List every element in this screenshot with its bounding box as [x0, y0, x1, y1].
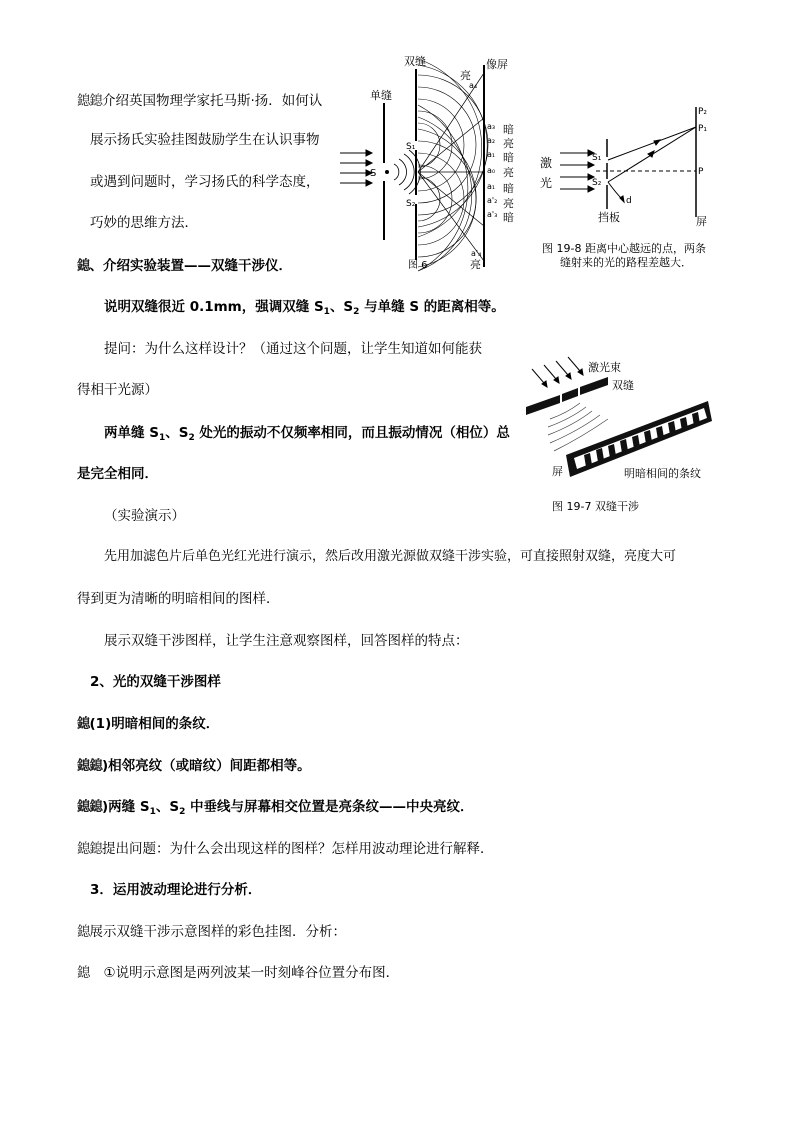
- paragraph-line: 巧妙的思维方法．: [90, 215, 198, 231]
- fringe-mark: 暗: [503, 211, 514, 224]
- paragraph-line: 展示扬氏实验挂图鼓励学生在认识事物: [90, 132, 320, 148]
- a-label: a₂: [487, 136, 496, 145]
- screen-label: 像屏: [486, 58, 508, 71]
- fringe-mark: 亮: [503, 166, 514, 179]
- double-slit-plate: [526, 377, 608, 415]
- a-label: a₄: [469, 81, 478, 90]
- s2-label: S₂: [406, 199, 416, 209]
- s2-label: S₂: [592, 178, 602, 188]
- paragraph-line: 鎴展示双缝干涉示意图样的彩色挂图．分析：: [77, 924, 346, 940]
- fringe-mark: 亮: [503, 137, 514, 150]
- s1-label: S₁: [406, 142, 416, 152]
- figure-19-8-path-difference: [536, 105, 736, 230]
- paragraph-line: 得到更为清晰的明暗相间的图样．: [77, 591, 280, 607]
- paragraph-intro-yang: [77, 92, 322, 110]
- figure-6-caption: 图 6: [408, 260, 428, 271]
- slit-wavefronts: [418, 59, 488, 271]
- laser-arrows: [560, 150, 594, 192]
- laser-label-1: 激: [540, 156, 553, 170]
- fringe-mark: 暗: [503, 182, 514, 195]
- s1-label: S₁: [592, 153, 602, 163]
- bright-label-bottom: 亮: [470, 258, 481, 271]
- laser-beam-label: 激光束: [588, 361, 621, 374]
- figure-19-8-caption-line1: 图 19-8 距离中心越远的点，两条: [542, 242, 706, 255]
- list-item: 鎴鎴)两缝 $S_1$、$S_2$ 中垂线与屏幕相交位置是亮条纹——中央亮纹．: [77, 799, 474, 817]
- paragraph-text: 介绍英国物理学家托马斯·扬．如何认: [102, 93, 323, 109]
- section-heading-analysis: 3．运用波动理论进行分析．: [90, 882, 262, 898]
- source-label: S: [370, 168, 377, 179]
- a-label: a₃: [487, 122, 496, 131]
- a-label: a'₂: [487, 196, 498, 205]
- laser-label-2: 光: [540, 176, 553, 190]
- light-rays: [608, 127, 696, 202]
- single-slit-label: 单缝: [370, 89, 392, 102]
- screen-label: 屏: [696, 215, 707, 228]
- screen-label: 屏: [552, 465, 563, 478]
- double-slit-label: 双缝: [404, 55, 426, 68]
- p1-label: P₁: [698, 124, 708, 134]
- a-label: a₀: [487, 166, 496, 175]
- paragraph-line: 展示双缝干涉图样，让学生注意观察图样，回答图样的特点：: [104, 633, 469, 649]
- paragraph-question-2: 鎴鎴提出问题：为什么会出现这样的图样？怎样用波动理论进行解释．: [77, 841, 494, 857]
- figure-6-interference-diagram: [338, 55, 530, 275]
- figure-19-7-caption: 图 19-7 双缝干涉: [552, 500, 639, 513]
- list-item: 鎴(1)明暗相间的条纹．: [77, 716, 220, 732]
- paragraph-slit-distance: 说明双缝很近 0.1mm，强调双缝 $S_1$、$S_2$ 与单缝 S 的距离相等。: [104, 299, 505, 317]
- a-label: a'₄: [471, 249, 482, 258]
- bright-label-top: 亮: [460, 69, 471, 82]
- fringe-label: 明暗相间的条纹: [624, 467, 701, 480]
- source-point: [385, 170, 389, 174]
- fringe-mark: 暗: [503, 123, 514, 136]
- double-slit-label: 双缝: [612, 379, 634, 392]
- a-label: a₁: [487, 182, 496, 191]
- garbled-prefix: 鎴鎴: [77, 93, 102, 109]
- incident-light-arrows: [340, 150, 372, 186]
- baffle-label: 挡板: [598, 211, 620, 224]
- garbled-prefix: 鎴: [77, 258, 90, 274]
- paragraph-line: 鎴 ①说明示意图是两列波某一时刻峰谷位置分布图．: [77, 965, 400, 981]
- p2-label: P₂: [698, 107, 708, 117]
- a-label: a₁: [487, 150, 496, 159]
- heading-text: 、介绍实验装置——双缝干涉仪．: [89, 258, 292, 274]
- fringe-mark: 亮: [503, 197, 514, 210]
- laser-beam-arrows: [532, 357, 583, 387]
- paragraph-phase: 两单缝 $S_1$、$S_2$ 处光的振动不仅频率相同，而且振动情况（相位）总: [104, 425, 510, 443]
- d-label: d: [626, 196, 632, 206]
- paragraph-demo-desc: 先用加滤色片后单色光红光进行演示，然后改用激光源做双缝干涉实验，可直接照射双缝，亮度大可: [104, 549, 677, 564]
- fringe-mark: 暗: [503, 151, 514, 164]
- paragraph-demo: （实验演示）: [104, 508, 185, 524]
- figure-19-7-double-slit: [522, 355, 722, 495]
- list-item: 鎴鎴)相邻亮纹（或暗纹）间距都相等。: [77, 758, 311, 774]
- fringe-screen: [566, 401, 712, 477]
- a-label: a'₃: [487, 210, 498, 219]
- paragraph-line: 或遇到问题时，学习扬氏的科学态度，: [90, 174, 320, 190]
- paragraph-line: 是完全相同．: [77, 466, 158, 482]
- paragraph-question: 提问：为什么这样设计？（通过这个问题，让学生知道如何能获: [104, 341, 482, 357]
- p-label: P: [698, 167, 704, 177]
- paragraph-line: 得相干光源）: [77, 382, 158, 398]
- figure-19-8-caption-line2: 缝射来的光的路程差越大．: [560, 256, 692, 269]
- section-heading-apparatus: [77, 257, 292, 275]
- section-heading-pattern: 2、光的双缝干涉图样: [90, 674, 221, 690]
